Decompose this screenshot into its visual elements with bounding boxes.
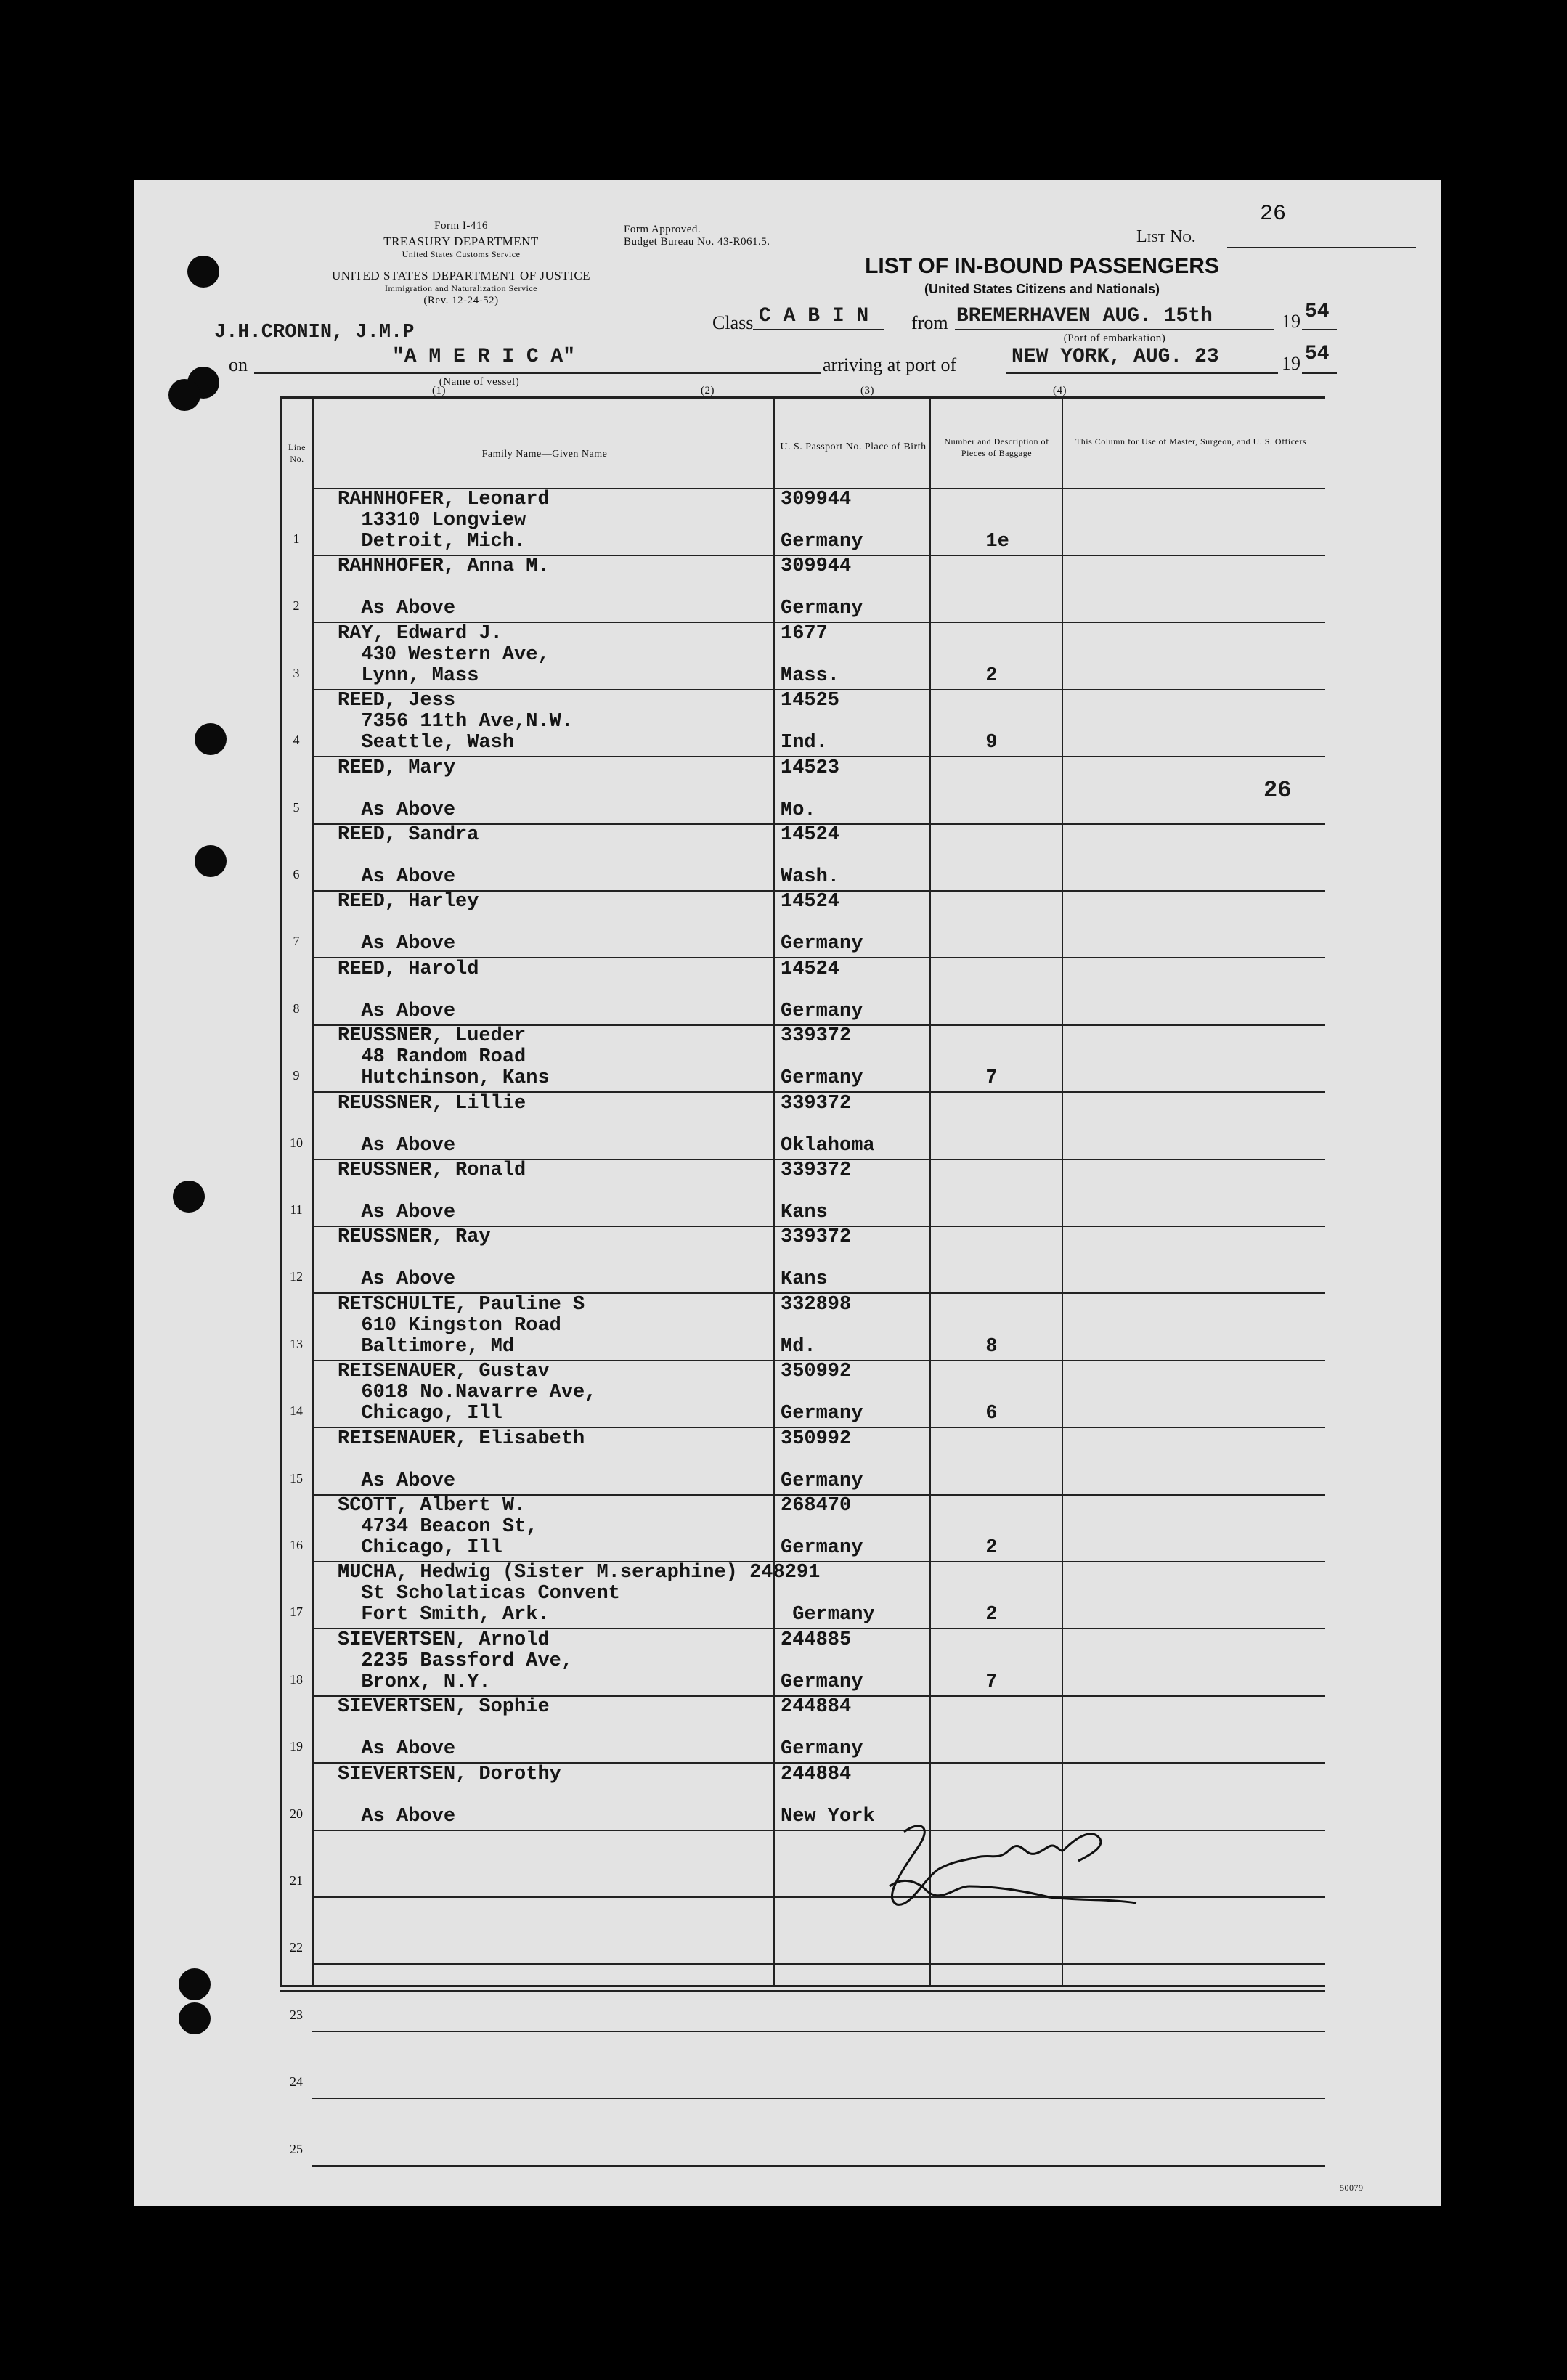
- row-number: 20: [290, 1806, 303, 1821]
- from-label: from: [911, 312, 948, 333]
- passport-birthplace: 1677 Mass.: [781, 623, 840, 687]
- passport-birthplace: 339372 Germany: [781, 1025, 863, 1089]
- row-number: 3: [293, 666, 300, 680]
- row-number: 4: [293, 733, 300, 747]
- passport-birthplace: 339372 Kans: [781, 1226, 852, 1290]
- row-number: 14: [290, 1403, 303, 1418]
- baggage-count: 7: [985, 1067, 998, 1089]
- row-number: 10: [290, 1136, 303, 1150]
- passport-birthplace: 309944 Germany: [781, 489, 863, 553]
- row-number: 5: [293, 800, 300, 815]
- row-number: 13: [290, 1337, 303, 1351]
- on-label: on: [229, 354, 248, 375]
- punch-hole: [195, 723, 227, 755]
- row-divider: [312, 2165, 1325, 2167]
- margin-number: 26: [1263, 777, 1292, 804]
- passport-birthplace: 14523 Mo.: [781, 757, 840, 821]
- row-divider: [312, 1896, 1325, 1898]
- row-number: 21: [290, 1873, 303, 1888]
- col-num-1: (1): [432, 385, 446, 396]
- passenger-name-address: REISENAUER, Elisabeth As Above: [338, 1428, 585, 1492]
- baggage-count: 7: [985, 1671, 998, 1693]
- justice-dept: UNITED STATES DEPARTMENT OF JUSTICE: [331, 269, 591, 282]
- passenger-name-address: REED, Harley As Above: [338, 891, 479, 955]
- port-embarkation-caption: (Port of embarkation): [1063, 333, 1166, 344]
- treasury-dept: TREASURY DEPARTMENT: [383, 235, 539, 248]
- punch-hole: [179, 1968, 211, 2000]
- row-number: 18: [290, 1672, 303, 1687]
- col-head-baggage: Number and Description of Pieces of Baggage: [944, 436, 1049, 458]
- passport-birthplace: 350992 Germany: [781, 1428, 863, 1492]
- passenger-name-address: REED, Sandra As Above: [338, 824, 479, 888]
- vessel-caption: (Name of vessel): [439, 376, 520, 388]
- list-no-label: List No.: [1136, 227, 1196, 246]
- punch-hole: [195, 845, 227, 877]
- passenger-name-address: REUSSNER, Lillie As Above: [338, 1093, 526, 1157]
- col-head-passport: U. S. Passport No. Place of Birth: [780, 441, 927, 452]
- row-number: 19: [290, 1739, 303, 1753]
- passport-birthplace: 14524 Wash.: [781, 824, 840, 888]
- row-number: 15: [290, 1471, 303, 1486]
- passport-birthplace: 14525 Ind.: [781, 690, 840, 754]
- row-number: 2: [293, 598, 300, 613]
- passport-birthplace: Germany: [792, 1604, 875, 1626]
- passport-birthplace: 268470 Germany: [781, 1495, 863, 1559]
- passport-birthplace: 339372 Oklahoma: [781, 1093, 875, 1157]
- page-title: LIST OF IN-BOUND PASSENGERS: [865, 254, 1219, 278]
- passport-birthplace: 14524 Germany: [781, 891, 863, 955]
- passenger-name-address: SIEVERTSEN, Sophie As Above: [338, 1696, 550, 1760]
- baggage-count: 8: [985, 1336, 998, 1358]
- form-number: Form I-416: [434, 220, 488, 232]
- punch-hole: [168, 379, 200, 411]
- row-divider: [312, 2098, 1325, 2099]
- row-divider: [312, 1830, 1325, 1831]
- ins-service: Immigration and Naturalization Service: [385, 283, 537, 293]
- baggage-count: 9: [985, 732, 998, 754]
- passport-birthplace: 339372 Kans: [781, 1160, 852, 1223]
- passenger-table: [134, 180, 1441, 2206]
- page-subtitle: (United States Citizens and Nationals): [924, 282, 1160, 296]
- row-number: 8: [293, 1001, 300, 1016]
- class-value: C A B I N: [759, 305, 869, 327]
- passport-birthplace: 309944 Germany: [781, 555, 863, 619]
- passenger-name-address: REUSSNER, Ray As Above: [338, 1226, 491, 1290]
- punch-hole: [187, 256, 219, 288]
- col-head-name: Family Name—Given Name: [481, 449, 608, 460]
- footer-code: 50079: [1340, 2183, 1364, 2193]
- year-2: 54: [1305, 343, 1330, 365]
- passenger-name-address: REED, Harold As Above: [338, 958, 479, 1022]
- passenger-name-address: SCOTT, Albert W. 4734 Beacon St, Chicago, Ill: [338, 1495, 538, 1559]
- row-number: 25: [290, 2142, 303, 2156]
- officer-name: J.H.CRONIN, J.M.P: [214, 322, 415, 343]
- row-number: 1: [293, 531, 300, 546]
- punch-hole: [173, 1181, 205, 1213]
- form-approved: Form Approved.: [624, 224, 701, 235]
- row-number: 23: [290, 2008, 303, 2022]
- document-sheet: [134, 180, 1441, 2206]
- baggage-count: 2: [985, 1604, 998, 1626]
- passenger-name-address: RAHNHOFER, Leonard 13310 Longview Detroit, Mich.: [338, 489, 550, 553]
- arriving-label: arriving at port of: [823, 354, 957, 375]
- row-number: 16: [290, 1538, 303, 1552]
- list-number: 26: [1260, 202, 1287, 227]
- passport-birthplace: 244884 New York: [781, 1764, 875, 1827]
- year-1: 54: [1305, 301, 1330, 323]
- punch-hole: [179, 2002, 211, 2034]
- customs-service: United States Customs Service: [402, 249, 521, 259]
- year-prefix-2: 19: [1282, 353, 1301, 374]
- passport-birthplace: 332898 Md.: [781, 1294, 852, 1358]
- row-number: 12: [290, 1269, 303, 1284]
- row-number: 7: [293, 934, 300, 948]
- class-label: Class: [712, 312, 754, 333]
- passport-birthplace: 244885 Germany: [781, 1629, 863, 1693]
- row-number: 17: [290, 1605, 303, 1619]
- row-number: 6: [293, 867, 300, 881]
- passport-birthplace: 14524 Germany: [781, 958, 863, 1022]
- budget-bureau: Budget Bureau No. 43-R061.5.: [624, 236, 770, 248]
- col-num-3: (3): [860, 385, 874, 396]
- arrival-port-date: NEW YORK, AUG. 23: [1012, 346, 1219, 368]
- passenger-name-address: REUSSNER, Ronald As Above: [338, 1160, 526, 1223]
- col-head-officers: This Column for Use of Master, Surgeon, and U. S. Officers: [1075, 436, 1307, 447]
- passenger-name-address: RAHNHOFER, Anna M. As Above: [338, 555, 550, 619]
- col-head-line: Line No.: [288, 442, 306, 464]
- col-num-4: (4): [1053, 385, 1067, 396]
- passport-birthplace: 244884 Germany: [781, 1696, 863, 1760]
- passenger-name-address: RETSCHULTE, Pauline S 610 Kingston Road Baltimore, Md: [338, 1294, 585, 1358]
- passenger-name-address: REISENAUER, Gustav 6018 No.Navarre Ave, Chicago, Ill: [338, 1361, 597, 1425]
- year-prefix-1: 19: [1282, 311, 1301, 332]
- row-number: 24: [290, 2074, 303, 2089]
- row-divider: [312, 2031, 1325, 2032]
- row-number: 22: [290, 1940, 303, 1955]
- baggage-count: 2: [985, 665, 998, 687]
- passenger-name-address: RAY, Edward J. 430 Western Ave, Lynn, Mass: [338, 623, 550, 687]
- baggage-count: 2: [985, 1537, 998, 1559]
- passenger-name-address: SIEVERTSEN, Dorothy As Above: [338, 1764, 561, 1827]
- row-divider: [312, 1963, 1325, 1965]
- revision: (Rev. 12-24-52): [423, 295, 499, 306]
- baggage-count: 6: [985, 1403, 998, 1425]
- signature: [875, 1817, 1144, 1912]
- passenger-name-address: REUSSNER, Lueder 48 Random Road Hutchinson, Kans: [338, 1025, 550, 1089]
- port-of-embarkation: BREMERHAVEN AUG. 15th: [956, 305, 1213, 327]
- passenger-name-address: REED, Jess 7356 11th Ave,N.W. Seattle, Wash: [338, 690, 574, 754]
- vessel-name: "A M E R I C A": [392, 346, 576, 368]
- row-number: 9: [293, 1068, 300, 1083]
- baggage-count: 1e: [985, 531, 1009, 553]
- col-num-2: (2): [701, 385, 715, 396]
- passenger-name-address: REED, Mary As Above: [338, 757, 456, 821]
- row-number: 11: [290, 1202, 303, 1217]
- passenger-name-address: MUCHA, Hedwig (Sister M.seraphine) 248291 St Scholaticas Convent Fort Smith, Ark.: [338, 1562, 821, 1626]
- passenger-name-address: SIEVERTSEN, Arnold 2235 Bassford Ave, Bronx, N.Y.: [338, 1629, 574, 1693]
- passport-birthplace: 350992 Germany: [781, 1361, 863, 1425]
